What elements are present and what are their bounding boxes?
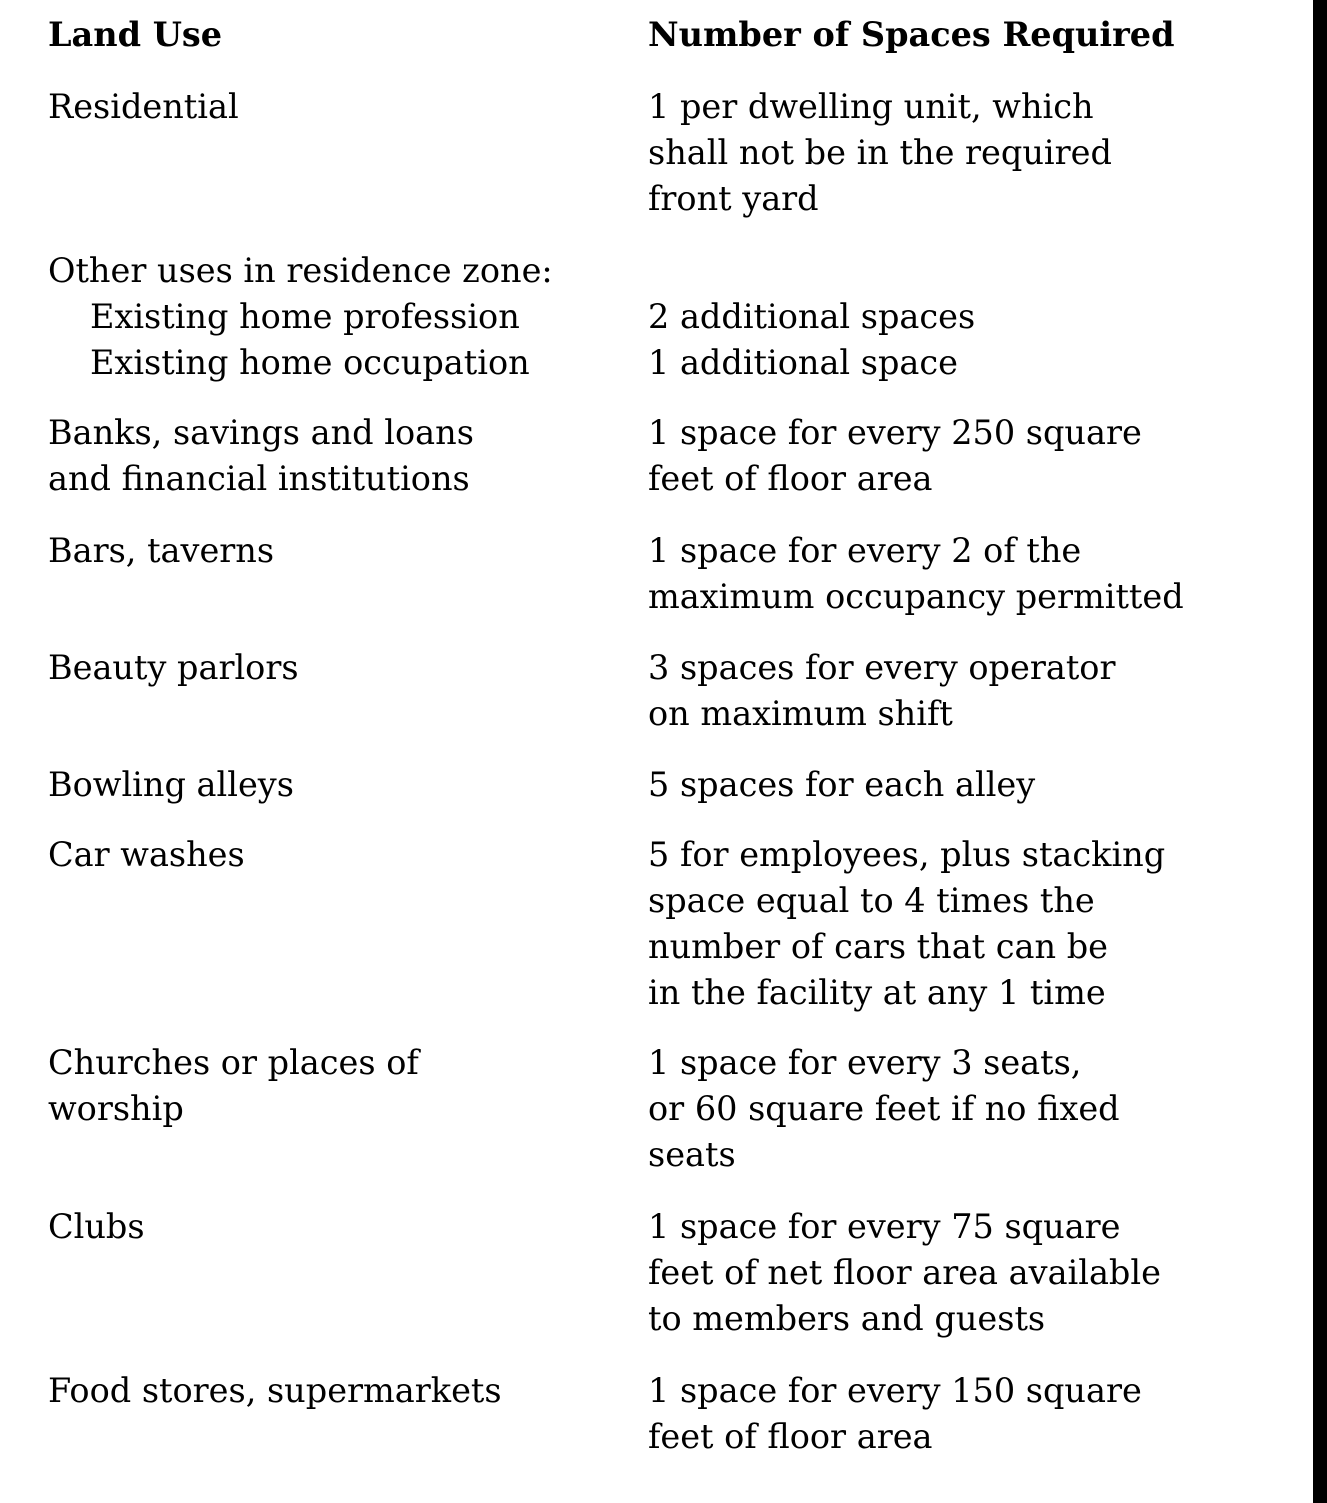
spaces-required-cell: [648, 410, 1308, 502]
land-use-line: Churches or places of: [48, 1043, 419, 1082]
spaces-required-line: 1 space for every 75 square: [648, 1207, 1121, 1246]
spaces-required-cell: [648, 645, 1308, 737]
spaces-required-line: 1 space for every 150 square: [648, 1371, 1142, 1410]
spaces-required-line: 1 space for every 250 square: [648, 413, 1142, 452]
land-use-cell: [48, 645, 618, 691]
land-use-line: Bowling alleys: [48, 765, 294, 804]
spaces-required-line: maximum occupancy permitted: [648, 577, 1184, 616]
land-use-line: Food stores, supermarkets: [48, 1371, 502, 1410]
spaces-required-cell: [648, 1040, 1308, 1178]
land-use-line: Other uses in residence zone:: [48, 251, 553, 290]
land-use-line: Car washes: [48, 835, 245, 874]
land-use-cell: [48, 84, 618, 130]
land-use-line: Existing home occupation: [90, 343, 530, 382]
spaces-required-line: on maximum shift: [648, 694, 953, 733]
spaces-required-line: [648, 248, 1308, 294]
land-use-line: worship: [48, 1089, 184, 1128]
spaces-required-cell: [648, 762, 1308, 808]
right-border-rule: [1313, 0, 1327, 1503]
spaces-required-cell: [648, 84, 1308, 222]
spaces-required-line: 1 space for every 3 seats,: [648, 1043, 1082, 1082]
spaces-required-line: space equal to 4 times the: [648, 881, 1095, 920]
land-use-column-header: [48, 12, 618, 58]
land-use-cell: [48, 1040, 618, 1132]
land-use-cell: [48, 410, 618, 502]
spaces-required-line: number of cars that can be: [648, 927, 1109, 966]
spaces-required-line: feet of floor area: [648, 1417, 933, 1456]
land-use-line: Clubs: [48, 1207, 145, 1246]
land-use-cell: [48, 1204, 618, 1250]
land-use-line: Bars, taverns: [48, 531, 275, 570]
spaces-required-line: or 60 square feet if no fixed: [648, 1089, 1120, 1128]
land-use-cell: [48, 762, 618, 808]
spaces-required-cell: [648, 1368, 1308, 1460]
land-use-line: and financial institutions: [48, 459, 470, 498]
land-use-line: Residential: [48, 87, 239, 126]
land-use-cell: [48, 248, 618, 386]
land-use-header-text: Land Use: [48, 15, 223, 54]
spaces-required-line: 5 spaces for each alley: [648, 765, 1036, 804]
spaces-required-line: in the facility at any 1 time: [648, 973, 1106, 1012]
land-use-line: Existing home profession: [90, 297, 520, 336]
spaces-required-line: seats: [648, 1135, 736, 1174]
spaces-required-line: feet of floor area: [648, 459, 933, 498]
land-use-line: Banks, savings and loans: [48, 413, 474, 452]
spaces-required-line: 2 additional spaces: [648, 297, 976, 336]
spaces-required-line: shall not be in the required: [648, 133, 1112, 172]
spaces-required-cell: [648, 1204, 1308, 1342]
spaces-required-line: 5 for employees, plus stacking: [648, 835, 1166, 874]
spaces-required-cell: [648, 528, 1308, 620]
land-use-cell: [48, 528, 618, 574]
spaces-required-line: to members and guests: [648, 1299, 1046, 1338]
land-use-cell: [48, 1368, 618, 1414]
spaces-required-line: 1 space for every 2 of the: [648, 531, 1082, 570]
spaces-required-column-header: [648, 12, 1308, 58]
spaces-required-line: 1 additional space: [648, 343, 958, 382]
spaces-required-line: front yard: [648, 179, 819, 218]
land-use-cell: [48, 832, 618, 878]
spaces-required-line: 1 per dwelling unit, which: [648, 87, 1094, 126]
spaces-required-line: feet of net floor area available: [648, 1253, 1161, 1292]
spaces-required-line: 3 spaces for every operator: [648, 648, 1116, 687]
spaces-required-header-text: Number of Spaces Required: [648, 15, 1175, 54]
spaces-required-cell: [648, 832, 1308, 1016]
spaces-required-cell: [648, 248, 1308, 386]
land-use-line: Beauty parlors: [48, 648, 299, 687]
